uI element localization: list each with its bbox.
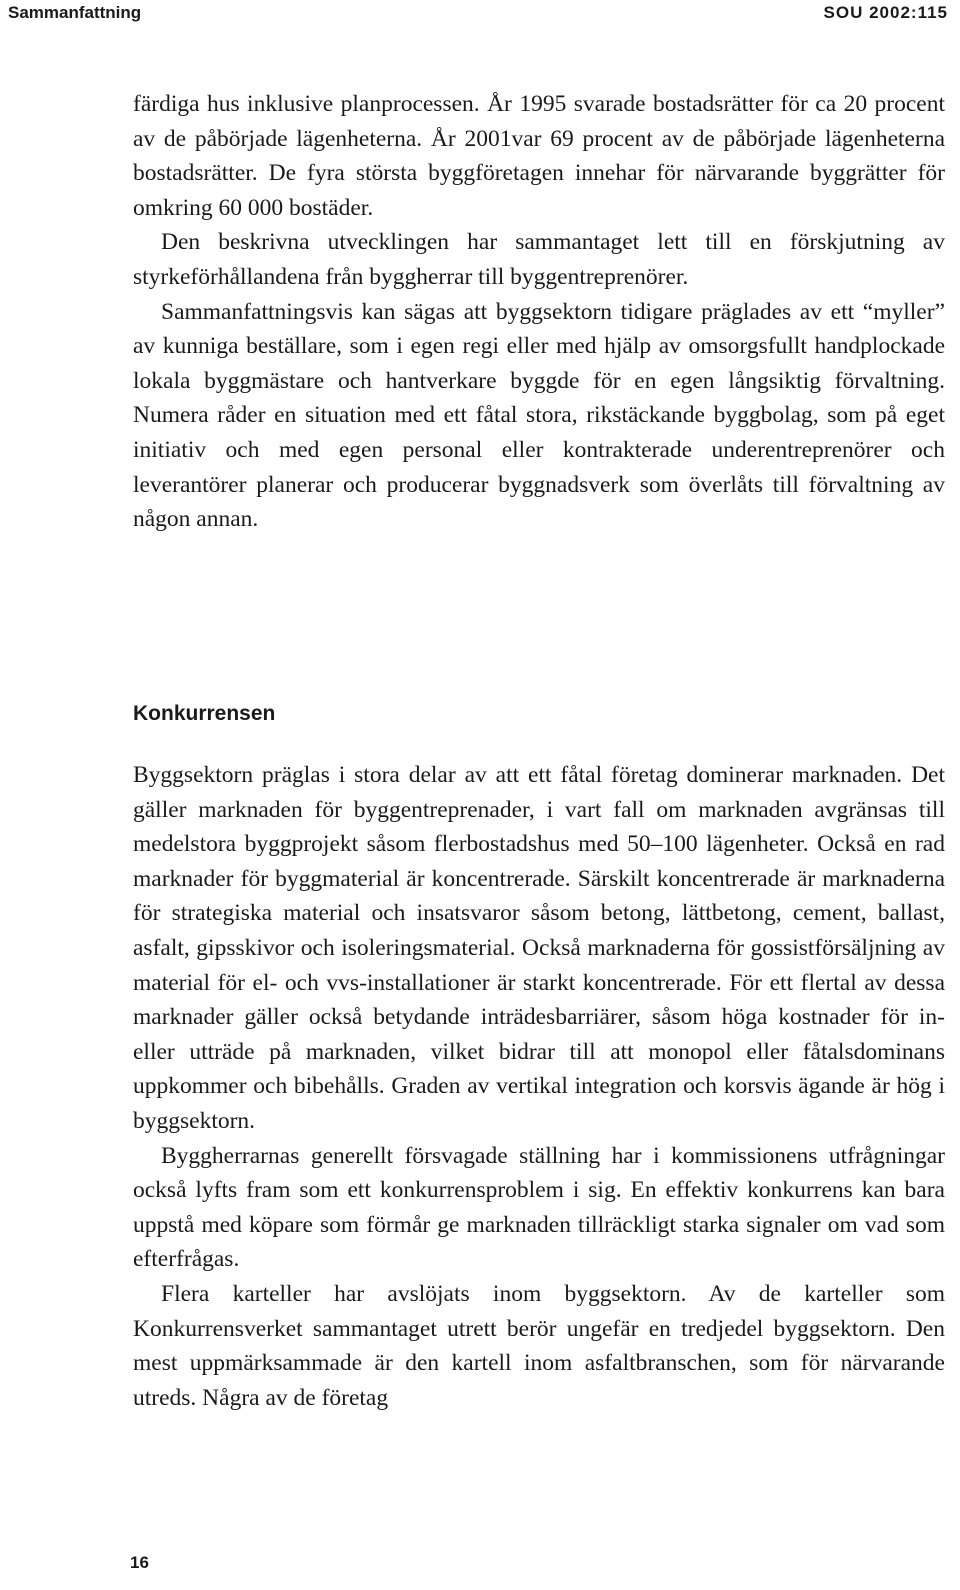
- section-heading: Konkurrensen: [133, 702, 276, 725]
- paragraph: Sammanfattningsvis kan sägas att byggsektorn tidigare präglades av ett “myller” av kunniga beställare, som i egen regi eller med hjälp av omsorgsfullt handplockade lokala byggmästare och hantverkare byggde för en egen långsiktig förvaltning. Numera råder en situation med ett fåtal stora, rikstäckande byggbolag, som på eget initiativ och med egen personal eller kontrakterade underentreprenörer och leverantörer planerar och producerar byggnadsverk som överlåts till förvaltning av någon annan.: [133, 298, 945, 533]
- paragraph: Byggherrarnas generellt försvagade ställning har i kommissionens utfrågningar också lyfts fram som ett konkurrensproblem i sig. En effektiv konkurrens kan bara uppstå med köpare som förmår ge marknaden tillräckligt starka signaler om vad som efterfrågas.: [133, 1142, 945, 1273]
- page-number: 16: [130, 1553, 149, 1572]
- body-text-block: [133, 758, 945, 1415]
- paragraph: Byggsektorn präglas i stora delar av att ett fåtal företag dominerar marknaden. Det gäller marknaden för byggentreprenader, i vart fall om marknaden avgränsas till medelstora byggprojekt såsom flerbostadshus med 50–100 lägenheter. Också en rad marknader för byggmaterial är koncentrerade. Särskilt koncentrerade är marknaderna för strategiska material och insatsvaror såsom betong, lättbetong, cement, ballast, asfalt, gipsskivor och isoleringsmaterial. Också marknaderna för gossistförsäljning av material för el- och vvs-installationer är starkt koncentrerade. För ett flertal av dessa marknader gäller också betydande inträdesbarriärer, såsom höga kostnader för in- eller utträde på marknaden, vilket bidrar till att monopol eller fåtalsdominans uppkommer och bibehålls. Graden av vertikal integration och korsvis ägande är hög i byggsektorn.: [133, 762, 945, 1134]
- paragraph: Den beskrivna utvecklingen har sammantaget lett till en förskjutning av styrkeförhållandena från byggherrar till byggentreprenörer.: [133, 229, 945, 290]
- paragraph: färdiga hus inklusive planprocessen. År 1995 svarade bostadsrätter för ca 20 procent av de påbörjade lägenheterna. År 2001var 69 procent av de påbörjade lägenheterna bostadsrätter. De fyra största byggföretagen innehar för närvarande byggrätter för omkring 60 000 bostäder.: [133, 91, 945, 221]
- document-reference: SOU 2002:115: [823, 3, 948, 22]
- chapter-title: Sammanfattning: [8, 3, 142, 22]
- paragraph: Flera karteller har avslöjats inom byggsektorn. Av de karteller som Konkurrensverket sammantaget utrett berör ungefär en tredjedel byggsektorn. Den mest uppmärksammade är den kartell inom asfaltbranschen, som för närvarande utreds. Några av de företag: [133, 1280, 945, 1411]
- running-header: [0, 0, 960, 28]
- body-text-block: [133, 87, 945, 537]
